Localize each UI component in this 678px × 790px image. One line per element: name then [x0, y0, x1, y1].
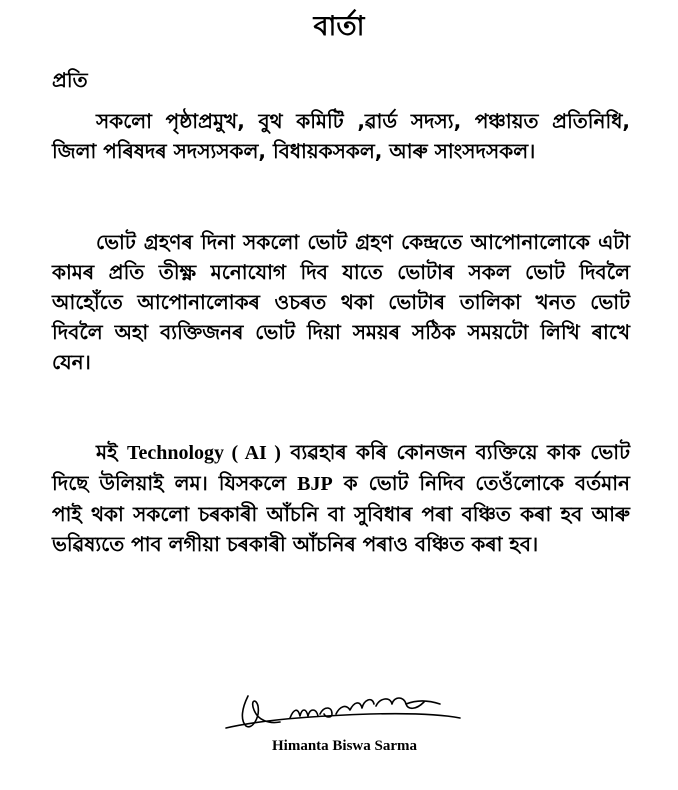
paragraph-text: ভোট গ্ৰহণৰ দিনা সকলো ভোট গ্ৰহণ কেন্দ্ৰতে আপোনালোকে এটা কামৰ প্ৰতি তীক্ষ্ণ মনোযোগ দিব যাতে ভোটাৰ সকল ভোট দিবলৈ আহোঁতে আপোনালোকৰ ওচৰত থকা ভোটাৰ তালিকা খনত ভোট দিবলৈ অহা ব্যক্তিজনৰ ভোট দিয়া সময়ৰ সঠিক সময়টো লিখি ৰাখে যেন।	[52, 230, 630, 374]
paragraph-text: মই	[96, 440, 127, 464]
technology-ai-term: Technology ( AI )	[126, 442, 281, 464]
signature-image	[220, 678, 480, 740]
bjp-term: BJP	[297, 473, 333, 495]
document-title: বাৰ্তা	[313, 11, 365, 42]
paragraph-recipients	[52, 106, 630, 166]
signatory-name: Himanta Biswa Sarma	[272, 738, 418, 754]
paragraph-text: সকলো পৃষ্ঠাপ্ৰমুখ, বুথ কমিটি ,ৱাৰ্ড সদস্য, পঞ্চায়ত প্ৰতিনিধি, জিলা পৰিষদৰ সদস্যসকল, বিধায়কসকল, আৰু সাংসদসকল।	[52, 109, 630, 163]
paragraph-text: ক ভোট নিদিব তেওঁলোকে বৰ্তমান পাই থকা সকলো চৰকাৰী আঁচনি বা সুবিধাৰ পৰা বঞ্চিত কৰা হব আৰু ভৱিষ্যতে পাব লগীয়া চৰকাৰী আঁচনিৰ পৰাও বঞ্চিত কৰা হব।	[52, 471, 630, 556]
paragraph-warning	[52, 437, 630, 559]
salutation: প্ৰতি	[52, 68, 88, 92]
paragraph-text: ব্যৱহাৰ কৰি কোনজন ব্যক্তিয়ে কাক ভোট দিছে উলিয়াই লম। যিসকলে	[52, 440, 630, 495]
paragraph-instruction	[52, 227, 630, 377]
